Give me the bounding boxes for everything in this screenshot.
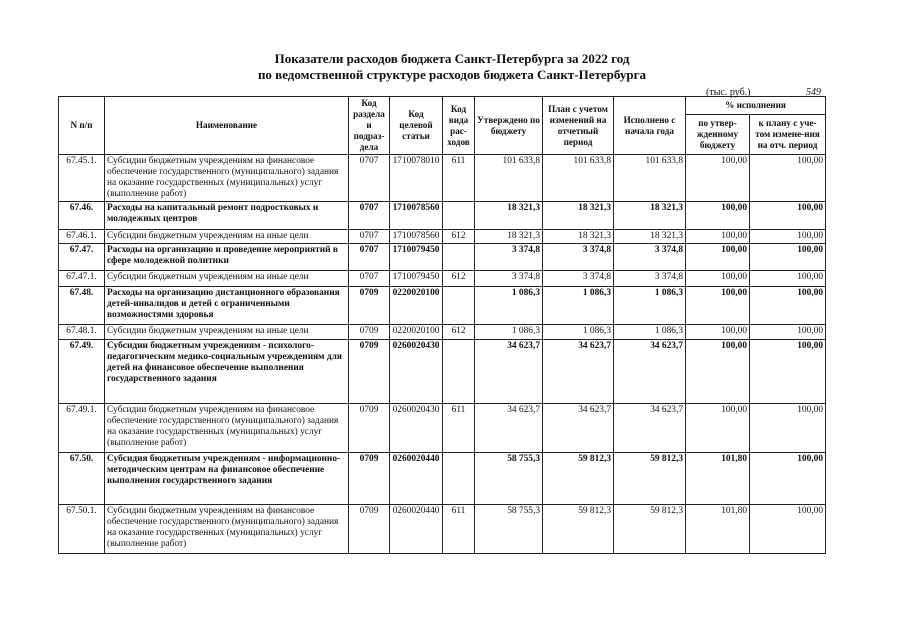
row-type-code: 611 [443,155,475,202]
col-header-plan: План с учетом изменений на отчетный период [543,97,614,155]
row-type-code: 611 [443,404,475,453]
row-section-code: 0707 [349,202,390,230]
row-number: 67.48. [59,287,105,325]
table-row [59,230,826,244]
unit-label: (тыс. руб.) [706,87,751,98]
row-executed: 18 321,3 [614,230,686,244]
row-executed: 101 633,8 [614,155,686,202]
row-target-code: 0260020440 [390,505,443,554]
row-type-code: 612 [443,325,475,340]
row-executed: 18 321,3 [614,202,686,230]
row-approved: 58 755,3 [475,505,543,554]
row-type-code [443,202,475,230]
row-approved: 34 623,7 [475,404,543,453]
table-row [59,202,826,230]
row-pct-approved: 100,00 [686,287,750,325]
row-section-code: 0709 [349,325,390,340]
col-header-pct-group: % исполнения [686,97,826,115]
row-pct-plan: 100,00 [750,404,826,453]
row-pct-approved: 100,00 [686,325,750,340]
row-approved: 1 086,3 [475,325,543,340]
report-title-line-2: по ведомственной структуре расходов бюджета Санкт-Петербурга [257,67,647,82]
table-row [59,340,826,404]
row-approved: 101 633,8 [475,155,543,202]
row-target-code: 0220020100 [390,325,443,340]
row-section-code: 0709 [349,453,390,505]
row-pct-approved: 100,00 [686,155,750,202]
row-section-code: 0709 [349,505,390,554]
row-plan: 3 374,8 [543,271,614,287]
row-number: 67.47. [59,244,105,271]
row-plan: 18 321,3 [543,230,614,244]
row-approved: 18 321,3 [475,202,543,230]
row-target-code: 0220020100 [390,287,443,325]
row-name: Субсидии бюджетным учреждениям на финансовое обеспечение государственного (муниципального) задания на оказание государственных (муниципальных) услуг (выполнение работ) [105,155,349,202]
row-pct-approved: 100,00 [686,202,750,230]
row-name: Расходы на капитальный ремонт подростковых и молодежных центров [105,202,349,230]
table-row [59,244,826,271]
row-target-code: 1710079450 [390,244,443,271]
row-section-code: 0707 [349,230,390,244]
row-number: 67.50.1. [59,505,105,554]
row-number: 67.50. [59,453,105,505]
row-target-code: 0260020430 [390,404,443,453]
row-pct-approved: 100,00 [686,340,750,404]
col-header-num: N п/п [59,97,105,155]
row-pct-approved: 101,80 [686,505,750,554]
row-approved: 3 374,8 [475,271,543,287]
row-plan: 59 812,3 [543,453,614,505]
col-header-pct-plan: к плану с уче-том измене-ния на отч. период [750,115,826,155]
row-number: 67.47.1. [59,271,105,287]
row-section-code: 0709 [349,404,390,453]
row-section-code: 0707 [349,155,390,202]
row-executed: 1 086,3 [614,325,686,340]
row-pct-plan: 100,00 [750,287,826,325]
row-name: Субсидии бюджетным учреждениям - психолого-педагогическим медико-социальным учреждениям для детей на финансовое обеспечение выполнения государственного задания [105,340,349,404]
row-executed: 3 374,8 [614,271,686,287]
row-number: 67.49. [59,340,105,404]
row-target-code: 1710079450 [390,271,443,287]
table-row [59,453,826,505]
row-number: 67.46. [59,202,105,230]
row-type-code [443,244,475,271]
row-number: 67.46.1. [59,230,105,244]
row-pct-approved: 100,00 [686,271,750,287]
table-row [59,404,826,453]
col-header-approved: Утверждено по бюджету [475,97,543,155]
row-section-code: 0707 [349,271,390,287]
row-target-code: 0260020440 [390,453,443,505]
row-executed: 59 812,3 [614,453,686,505]
row-approved: 18 321,3 [475,230,543,244]
row-approved: 1 086,3 [475,287,543,325]
row-type-code: 611 [443,505,475,554]
row-plan: 34 623,7 [543,340,614,404]
row-type-code [443,340,475,404]
row-plan: 18 321,3 [543,202,614,230]
row-type-code [443,453,475,505]
row-plan: 1 086,3 [543,287,614,325]
row-number: 67.49.1. [59,404,105,453]
table-body [59,155,826,554]
page-number: 549 [806,87,821,98]
row-plan: 59 812,3 [543,505,614,554]
table-row [59,325,826,340]
row-target-code: 0260020430 [390,340,443,404]
table-row [59,155,826,202]
row-name: Субсидии бюджетным учреждениям на иные цели [105,230,349,244]
row-type-code: 612 [443,230,475,244]
row-pct-approved: 100,00 [686,244,750,271]
row-pct-plan: 100,00 [750,271,826,287]
col-header-pct-approved: по утвер-жденному бюджету [686,115,750,155]
row-name: Субсидия бюджетным учреждениям - информационно-методическим центрам на финансовое обеспечение выполнения государственного задания [105,453,349,505]
row-executed: 34 623,7 [614,404,686,453]
row-pct-plan: 100,00 [750,325,826,340]
row-type-code: 612 [443,271,475,287]
row-pct-plan: 100,00 [750,202,826,230]
row-plan: 1 086,3 [543,325,614,340]
row-target-code: 1710078560 [390,202,443,230]
row-executed: 3 374,8 [614,244,686,271]
table-row [59,271,826,287]
budget-table [58,96,826,554]
row-pct-plan: 100,00 [750,230,826,244]
row-approved: 58 755,3 [475,453,543,505]
row-pct-approved: 100,00 [686,404,750,453]
col-header-name: Наименование [105,97,349,155]
row-name: Субсидии бюджетным учреждениям на иные цели [105,325,349,340]
col-header-type: Код вида рас-ходов [443,97,475,155]
row-pct-plan: 100,00 [750,453,826,505]
col-header-section: Код раздела и подраз-дела [349,97,390,155]
row-name: Субсидии бюджетным учреждениям на финансовое обеспечение государственного (муниципального) задания на оказание государственных (муниципальных) услуг (выполнение работ) [105,505,349,554]
col-header-executed: Исполнено с начала года [614,97,686,155]
row-approved: 3 374,8 [475,244,543,271]
row-plan: 3 374,8 [543,244,614,271]
row-name: Расходы на организацию дистанционного образования детей-инвалидов и детей с ограниченными возможностями здоровья [105,287,349,325]
row-section-code: 0709 [349,287,390,325]
row-executed: 34 623,7 [614,340,686,404]
row-plan: 34 623,7 [543,404,614,453]
col-header-target: Код целевой статьи [390,97,443,155]
row-approved: 34 623,7 [475,340,543,404]
row-target-code: 1710078010 [390,155,443,202]
row-name: Расходы на организацию и проведение мероприятий в сфере молодежной политики [105,244,349,271]
table-row [59,287,826,325]
row-number: 67.45.1. [59,155,105,202]
row-executed: 1 086,3 [614,287,686,325]
row-pct-approved: 101,80 [686,453,750,505]
row-section-code: 0709 [349,340,390,404]
row-pct-plan: 100,00 [750,244,826,271]
row-name: Субсидии бюджетным учреждениям на иные цели [105,271,349,287]
table-row [59,505,826,554]
row-section-code: 0707 [349,244,390,271]
row-number: 67.48.1. [59,325,105,340]
row-pct-plan: 100,00 [750,155,826,202]
report-title-line-1: Показатели расходов бюджета Санкт-Петербурга за 2022 год [274,51,630,66]
row-plan: 101 633,8 [543,155,614,202]
row-executed: 59 812,3 [614,505,686,554]
row-pct-plan: 100,00 [750,340,826,404]
row-name: Субсидии бюджетным учреждениям на финансовое обеспечение государственного (муниципального) задания на оказание государственных (муниципальных) услуг (выполнение работ) [105,404,349,453]
row-pct-plan: 100,00 [750,505,826,554]
row-type-code [443,287,475,325]
row-target-code: 1710078560 [390,230,443,244]
row-pct-approved: 100,00 [686,230,750,244]
